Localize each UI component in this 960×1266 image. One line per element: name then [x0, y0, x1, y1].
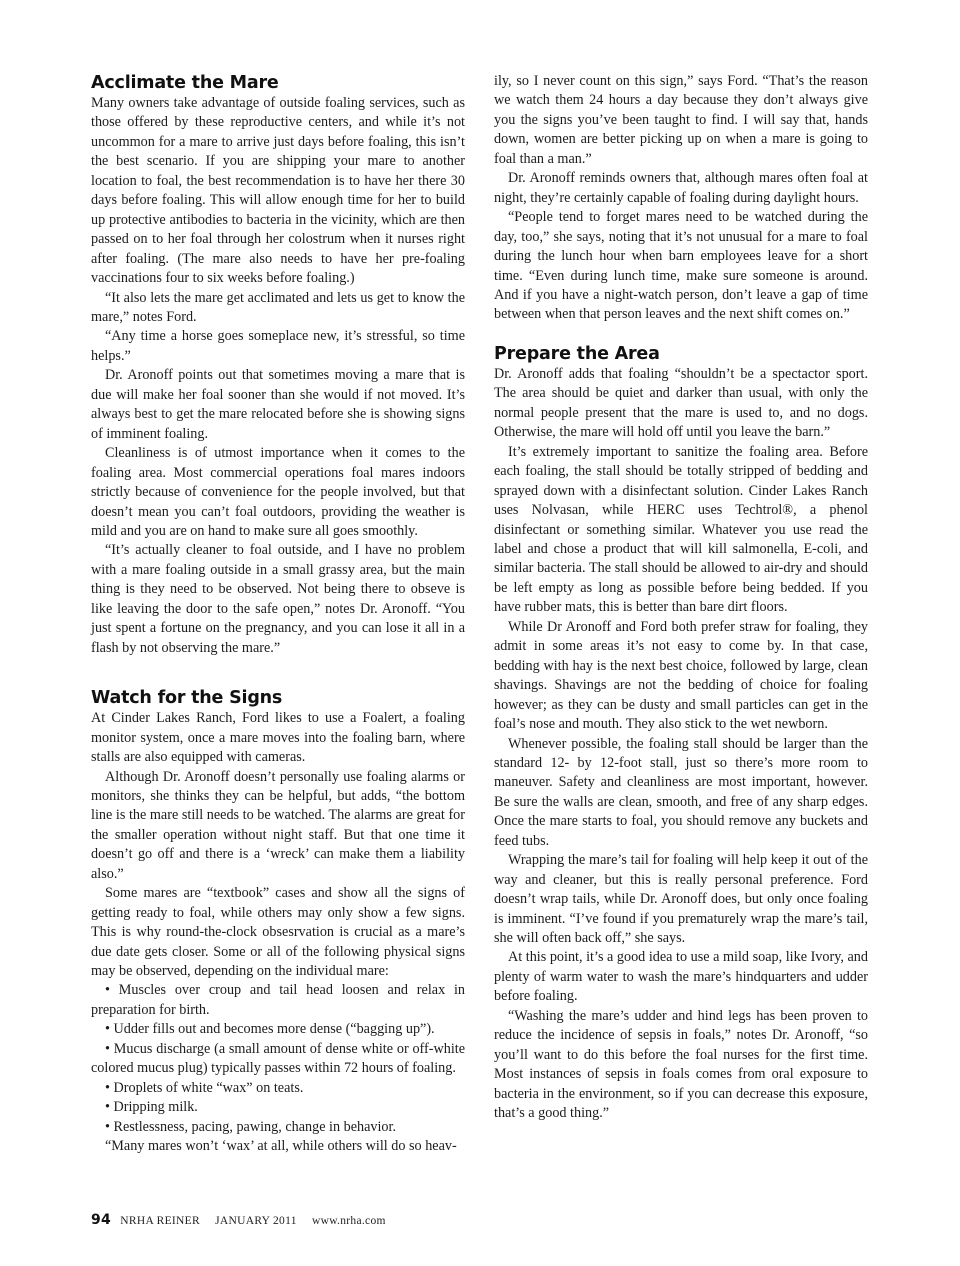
publication-name: NRHA REINER — [120, 1215, 200, 1227]
bullet-item: • Udder fills out and becomes more dense (“bagging up”). — [105, 1021, 435, 1038]
paragraph: “Many mares won’t ‘wax’ at all, while others will do so heav- — [105, 1138, 457, 1155]
paragraph: “People tend to forget mares need to be watched during the day, too,” she says, noting that it’s not unusual for a mare to foal during the lunch hour when barn employees leave for a short time. “Even during lunch time, make sure someone is around. And if you have a night-watch person, don’t leave a gap of time between when that person leaves and the next shift comes on.” — [494, 209, 868, 323]
bullet-item: • Droplets of white “wax” on teats. — [105, 1079, 304, 1096]
page-footer — [91, 1212, 386, 1228]
paragraph: Many owners take advantage of outside foaling services, such as those offered by these reproductive centers, and while it’s not uncommon for a mare to arrive just days before foaling, this isn’t the best scenario. If you are shipping your mare to another location to foal, the best recommendation is to have her there 30 days before foaling. This will allow enough time for her to build up protective antibodies to bacteria in the vicinity, which are then passed on to her foal through her colostrum when it nurses right after foaling. (The mare also needs to have her pre-foaling vaccinations four to six weeks before foaling.) — [91, 95, 465, 287]
paragraph: “Any time a horse goes someplace new, it’s stressful, so time helps.” — [91, 328, 465, 364]
paragraph: “It also lets the mare get acclimated and lets us get to know the mare,” notes Ford. — [91, 289, 465, 325]
page-number: 94 — [91, 1212, 112, 1228]
paragraph: Cleanliness is of utmost importance when it comes to the foaling area. Most commercial operations foal mares indoors strictly because of convenience for the people involved, but that doesn’t mean you can’t foal outdoors, providing the weather is mild and you are on hand to make sure all goes smoothly. — [91, 445, 465, 539]
section-heading-acclimate: Acclimate the Mare — [91, 73, 279, 93]
section-heading-signs: Watch for the Signs — [91, 688, 283, 709]
bullet-item: • Muscles over croup and tail head loosen and relax in preparation for birth. — [91, 982, 465, 1018]
paragraph: Dr. Aronoff adds that foaling “shouldn’t be a spectactor sport. The area should be quiet and darker than usual, with only the normal people present that the mare is used to, and no dogs. Otherwise, the mare will hold off until you leave the barn.” — [494, 365, 868, 441]
paragraph: It’s extremely important to sanitize the foaling area. Before each foaling, the stall should be totally stripped of bedding and sprayed down with a disinfectant solution. Cinder Lakes Ranch uses Nolvasan, while HERC uses Techtrol®, a phenol disinfectant or something similar. Whatever you use read the label and chose a product that will kill salmonella, E-coli, and similar bacteria. The stall should be allowed to air-dry and should be left empty as long as possible before being bedded. If you have rubber mats, this is better than bare dirt floors. — [494, 443, 868, 616]
paragraph: Wrapping the mare’s tail for foaling will help keep it out of the way and cleaner, but this is really personal preference. Ford doesn’t wrap tails, while Dr. Aronoff does, but only once foaling is imminent. “I’ve found if you prematurely wrap the mare’s tail, she will often back off,” she says. — [494, 852, 868, 947]
paragraph: “It’s actually cleaner to foal outside, and I have no problem with a mare foaling outside in a small grassy area, but the main thing is they need to be observed. Not being there to obseve is like leaving the door to the safe open,” notes Dr. Aronoff. “You just spent a fortune on the pregnancy, and you can lose it all in a flash by not observing the mare.” — [91, 542, 465, 656]
paragraph: While Dr Aronoff and Ford both prefer straw for foaling, they admit in some areas it’s not easy to come by. In that case, bedding with hay is the next best choice, followed by large, clean shavings. Shavings are not the bedding of choice for foaling however; as they can be dusty and small particles can get in the foal’s nose and mouth. They also stick to the wet newborn. — [494, 618, 868, 733]
paragraph: ily, so I never count on this sign,” says Ford. “That’s the reason we watch them 24 hours a day because they don’t always give you the signs you’ve been taught to find. I will say that, hands down, women are better picking up on when a mare is going to foal than a man.” — [494, 73, 868, 167]
right-column — [494, 72, 868, 1124]
issue-date: JANUARY 2011 — [215, 1215, 297, 1227]
bullet-item: • Dripping milk. — [105, 1099, 198, 1116]
paragraph: Dr. Aronoff reminds owners that, although mares often foal at night, they’re certainly capable of foaling during daylight hours. — [494, 170, 868, 206]
paragraph: Dr. Aronoff points out that sometimes moving a mare that is due will make her foal sooner than she would if not moved. It’s always best to get the mare relocated before she is showing signs of imminent foaling. — [91, 367, 465, 442]
bullet-item: • Restlessness, pacing, pawing, change in behavior. — [105, 1118, 397, 1135]
section-heading-prepare: Prepare the Area — [494, 343, 660, 364]
left-column — [91, 72, 465, 1157]
paragraph: Although Dr. Aronoff doesn’t personally use foaling alarms or monitors, she thinks they can be helpful, but adds, “the bottom line is the mare still needs to be watched. The alarms are great for the smaller operation without night staff. But that one time it doesn’t go off and there is a ‘wreck’ can make them a liability also.” — [91, 768, 465, 882]
paragraph: “Washing the mare’s udder and hind legs has been proven to reduce the incidence of sepsis in foals,” notes Dr. Aronoff, “so you’ll want to do this before the foal nurses for the first time. Most instances of sepsis in foals comes from oral exposure to bacteria in the environment, so if you can decrease this exposure, that’s a good thing.” — [494, 1007, 868, 1122]
bullet-item: • Mucus discharge (a small amount of dense white or off-white colored mucus plug) typically passes within 72 hours of foaling. — [91, 1040, 465, 1077]
paragraph: At Cinder Lakes Ranch, Ford likes to use a Foalert, a foaling monitor system, once a mare moves into the foaling barn, where stalls are also equipped with cameras. — [91, 710, 465, 766]
paragraph: At this point, it’s a good idea to use a mild soap, like Ivory, and plenty of warm water to wash the mare’s hindquarters and udder before foaling. — [494, 949, 868, 1005]
website-link[interactable]: www.nrha.com — [311, 1215, 386, 1227]
paragraph: Whenever possible, the foaling stall should be larger than the standard 12- by 12-foot stall, just so there’s more room to maneuver. Safety and cleanliness are most important, however. Be sure the walls are clean, smooth, and free of any sharp edges. Once the mare starts to foal, you should remove any buckets and feed tubs. — [494, 735, 868, 849]
paragraph: Some mares are “textbook” cases and show all the signs of getting ready to foal, while others may only show a few signs. This is why round-the-clock obsesrvation is crucial as a mare’s due date gets closer. Some or all of the following physical signs may be observed, depending on the individual mare: — [91, 885, 465, 980]
